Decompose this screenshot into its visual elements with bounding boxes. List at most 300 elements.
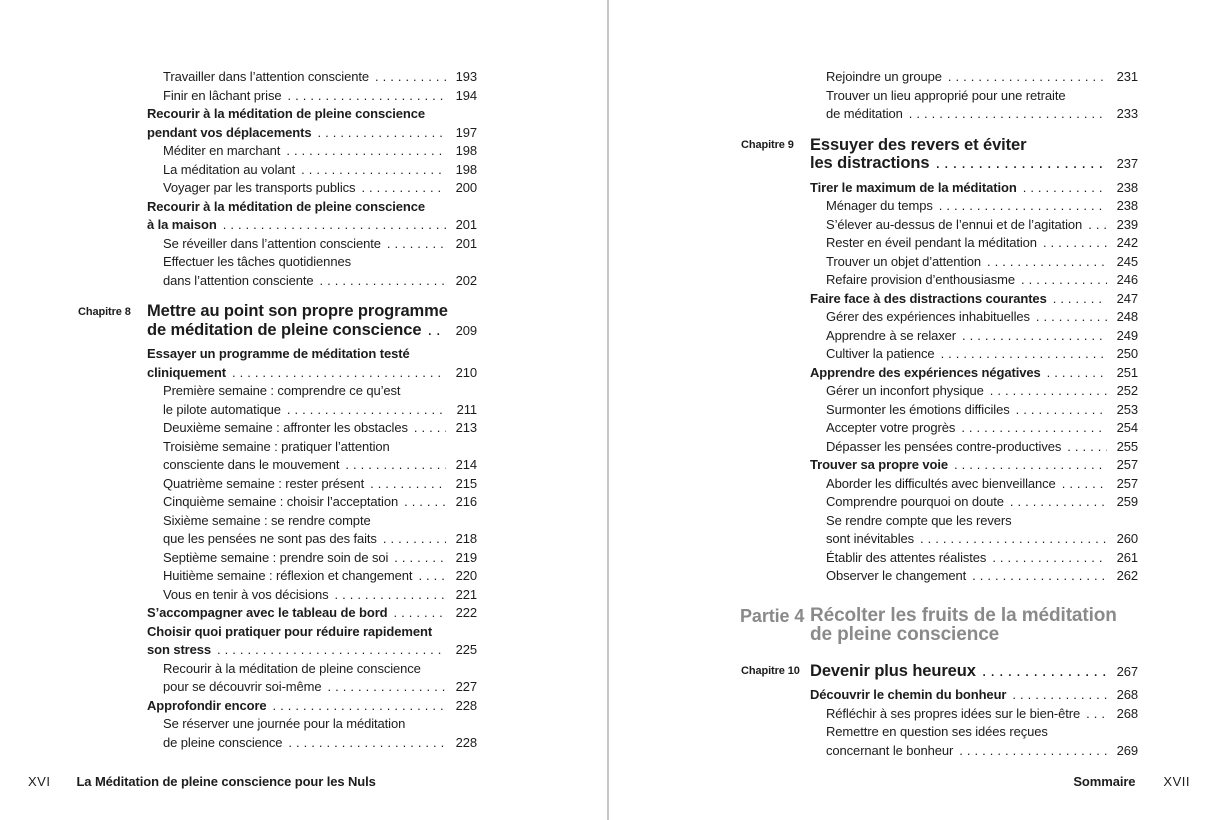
- toc-page-number: 246: [1116, 272, 1138, 287]
- dot-leader: [345, 456, 446, 475]
- toc-entry-text: Accepter votre progrès: [826, 420, 956, 435]
- toc-page-number: 201: [455, 235, 477, 251]
- toc-page-number: 269: [1116, 742, 1138, 758]
- toc-chapter: [78, 302, 477, 340]
- toc-line-with-page: [826, 438, 1138, 457]
- toc-entry: [810, 364, 1138, 383]
- toc-entry-text: Deuxième semaine : affronter les obstacles: [163, 420, 408, 435]
- toc-entry: [147, 87, 477, 106]
- toc-left-column: [78, 68, 477, 752]
- toc-entry: [147, 253, 477, 290]
- toc-page-number: 247: [1116, 290, 1138, 306]
- toc-line-with-page: [163, 734, 477, 753]
- toc-page-number: 253: [1116, 401, 1138, 417]
- toc-page-number: 238: [1116, 198, 1138, 213]
- dot-leader: [361, 179, 446, 198]
- toc-entry-text: Refaire provision d’enthousiasme: [826, 272, 1016, 287]
- dot-leader: [286, 142, 446, 161]
- toc-entry-text: Septième semaine : prendre soin de soi: [163, 549, 389, 565]
- toc-line-with-page: [826, 234, 1138, 253]
- dot-leader: [1023, 179, 1107, 198]
- dot-leader: [383, 530, 446, 549]
- toc-line: [147, 345, 477, 364]
- page-right: [609, 0, 1216, 820]
- toc-entry-text: Gérer des expériences inhabituelles: [826, 309, 1030, 324]
- toc-page-number: 228: [455, 734, 477, 750]
- toc-page-number: 214: [455, 457, 477, 472]
- dot-leader: [317, 124, 446, 143]
- toc-line-with-page: [826, 327, 1138, 346]
- toc-page-number: 200: [455, 180, 477, 195]
- toc-entry: [810, 382, 1138, 401]
- dot-leader: [287, 401, 446, 420]
- toc-line-with-page: [826, 475, 1138, 494]
- toc-entry: [147, 68, 477, 87]
- toc-entry-text: Cinquième semaine : choisir l’acceptation: [163, 494, 399, 509]
- toc-entry: [810, 253, 1138, 272]
- toc-line-with-page: [826, 382, 1138, 401]
- toc-entry-text: Faire face à des distractions courantes: [810, 290, 1047, 306]
- toc-entry-text: Se réserver une journée pour la méditation: [163, 716, 406, 731]
- toc-entry: [810, 290, 1138, 309]
- toc-entry: [147, 198, 477, 235]
- dot-leader: [370, 475, 446, 494]
- toc-page-number: 193: [455, 69, 477, 84]
- toc-line: [826, 723, 1138, 742]
- toc-page-number: 198: [455, 143, 477, 158]
- dot-leader: [301, 161, 446, 180]
- toc-line-with-page: [826, 742, 1138, 761]
- toc-page-number: 194: [455, 87, 477, 103]
- dot-leader: [217, 641, 446, 660]
- dot-leader: [334, 586, 446, 605]
- dot-leader: [287, 87, 446, 106]
- toc-line-with-page: [810, 290, 1138, 309]
- toc-line-with-page: [147, 697, 477, 716]
- toc-line: [147, 105, 477, 124]
- page-left: [0, 0, 607, 820]
- toc-entry: [810, 723, 1138, 760]
- toc-page-number: 210: [455, 364, 477, 380]
- toc-line-with-page: [826, 567, 1138, 586]
- chapter-label: Chapitre 10: [741, 665, 800, 677]
- toc-chapter: [741, 661, 1138, 682]
- toc-entry-text: Mettre au point son propre programme: [147, 302, 448, 320]
- toc-entry: [810, 327, 1138, 346]
- dot-leader: [375, 68, 446, 87]
- toc-entry: [147, 382, 477, 419]
- dot-leader: [1016, 401, 1107, 420]
- toc-entry-text: Essuyer des revers et éviter: [810, 135, 1027, 154]
- toc-page-number: 267: [1116, 663, 1138, 679]
- toc-entry: [147, 179, 477, 198]
- toc-entry: [147, 475, 477, 494]
- toc-entry-text: Rester en éveil pendant la méditation: [826, 235, 1037, 250]
- dot-leader: [404, 493, 446, 512]
- toc-line: [163, 253, 477, 272]
- dot-leader: [273, 697, 446, 716]
- toc-line: [826, 87, 1138, 106]
- toc-line-with-page: [826, 493, 1138, 512]
- dot-leader: [959, 742, 1107, 761]
- toc-entry: [147, 419, 477, 438]
- toc-page-number: 213: [455, 420, 477, 435]
- toc-entry-text: cliniquement: [147, 364, 226, 380]
- toc-entry-text: Quatrième semaine : rester présent: [163, 475, 365, 491]
- toc-line-with-page: [826, 401, 1138, 420]
- toc-line-with-page: [163, 68, 477, 87]
- dot-leader: [992, 549, 1107, 568]
- toc-line-with-page: [826, 271, 1138, 290]
- page-folio: XVI: [28, 774, 51, 789]
- toc-entry: [147, 715, 477, 752]
- toc-page-number: 219: [455, 549, 477, 565]
- toc-line-with-page: [163, 456, 477, 475]
- toc-entry-text: Dépasser les pensées contre-productives: [826, 438, 1062, 454]
- toc-line-with-page: [826, 253, 1138, 272]
- toc-entry: [810, 216, 1138, 235]
- dot-leader: [1088, 216, 1107, 235]
- toc-page-number: 252: [1116, 383, 1138, 398]
- toc-entry: [810, 345, 1138, 364]
- toc-entry: [810, 308, 1138, 327]
- dot-leader: [987, 253, 1107, 272]
- toc-entry: [810, 271, 1138, 290]
- toc-entry: [810, 87, 1138, 124]
- toc-entry: [810, 456, 1138, 475]
- toc-entry-text: S’élever au-dessus de l’ennui et de l’agitation: [826, 216, 1083, 232]
- dot-leader: [948, 68, 1107, 87]
- toc-entry: [810, 475, 1138, 494]
- dot-leader: [1012, 686, 1107, 705]
- toc-line-with-page: [810, 686, 1138, 705]
- toc-line-with-page: [147, 604, 477, 623]
- toc-page-number: 239: [1116, 216, 1138, 232]
- chapter-label: Chapitre 8: [78, 305, 131, 318]
- toc-entry-text: Devenir plus heureux: [810, 661, 976, 680]
- toc-entry-text: Se réveiller dans l’attention consciente: [163, 235, 381, 251]
- toc-entry-text: Surmonter les émotions difficiles: [826, 401, 1010, 417]
- toc-entry-text: concernant le bonheur: [826, 742, 954, 758]
- toc-right-column: [740, 68, 1138, 760]
- toc-entry-text: Tirer le maximum de la méditation: [810, 179, 1017, 195]
- dot-leader: [954, 456, 1107, 475]
- toc-line: [163, 715, 477, 734]
- dot-leader: [414, 419, 446, 438]
- toc-entry-text: Finir en lâchant prise: [163, 87, 282, 103]
- toc-line-with-page: [163, 161, 477, 180]
- toc-line-with-page: [826, 308, 1138, 327]
- toc-entry: [147, 142, 477, 161]
- toc-line-with-page: [826, 549, 1138, 568]
- toc-entry: [810, 438, 1138, 457]
- toc-page-number: 197: [455, 124, 477, 140]
- dot-leader: [935, 154, 1107, 173]
- toc-entry-text: Réfléchir à ses propres idées sur le bien-être: [826, 705, 1081, 721]
- toc-entry-text: pendant vos déplacements: [147, 124, 312, 140]
- toc-entry-text: Rejoindre un groupe: [826, 69, 942, 84]
- toc-page-number: 245: [1116, 253, 1138, 269]
- toc-line-with-page: [810, 662, 1138, 682]
- dot-leader: [394, 604, 446, 623]
- toc-entry: [810, 686, 1138, 705]
- toc-page-number: 221: [455, 586, 477, 602]
- toc-entry: [147, 549, 477, 568]
- toc-part-heading: [740, 604, 1138, 645]
- toc-page-number: 242: [1116, 235, 1138, 250]
- toc-page-number: 261: [1116, 549, 1138, 565]
- toc-page-number: 248: [1116, 309, 1138, 324]
- dot-leader: [328, 678, 446, 697]
- toc-line-with-page: [826, 705, 1138, 724]
- toc-entry-text: le pilote automatique: [163, 401, 281, 417]
- toc-page-number: 202: [455, 272, 477, 288]
- dot-leader: [1047, 364, 1107, 383]
- toc-line-with-page: [810, 364, 1138, 383]
- chapter-label: Chapitre 9: [741, 139, 794, 151]
- toc-entry-text: Trouver sa propre voie: [810, 457, 948, 472]
- toc-entry-text: Recourir à la méditation de pleine conscience: [163, 660, 421, 676]
- toc-line-with-page: [163, 272, 477, 291]
- toc-page-number: 251: [1116, 364, 1138, 380]
- toc-line-with-page: [826, 345, 1138, 364]
- toc-entry: [147, 567, 477, 586]
- toc-entry-text: les distractions: [810, 154, 930, 172]
- book-title-footer: La Méditation de pleine conscience pour les Nuls: [76, 774, 376, 789]
- toc-page-number: 260: [1116, 531, 1138, 546]
- dot-leader: [941, 345, 1107, 364]
- toc-entry-text: S’accompagner avec le tableau de bord: [147, 605, 388, 620]
- dot-leader: [920, 530, 1107, 549]
- toc-page-number: 237: [1116, 156, 1138, 171]
- part-label: Partie 4: [740, 605, 805, 626]
- toc-entry-text: Trouver un objet d’attention: [826, 253, 981, 269]
- toc-entry: [147, 345, 477, 382]
- dot-leader: [223, 216, 446, 235]
- toc-entry: [810, 234, 1138, 253]
- toc-entry-text: Cultiver la patience: [826, 346, 935, 361]
- toc-entry-text: Sixième semaine : se rendre compte: [163, 512, 371, 528]
- toc-line: [163, 660, 477, 679]
- toc-page-number: 198: [455, 161, 477, 177]
- toc-line-with-page: [147, 321, 477, 341]
- toc-line-with-page: [147, 641, 477, 660]
- dot-leader: [1086, 705, 1107, 724]
- toc-line-with-page: [826, 419, 1138, 438]
- toc-entry-text: pour se découvrir soi-même: [163, 679, 322, 694]
- toc-entry: [810, 549, 1138, 568]
- toc-entry-text: Découvrir le chemin du bonheur: [810, 687, 1007, 702]
- toc-line: [163, 382, 477, 401]
- dot-leader: [232, 364, 446, 383]
- toc-chapter: [741, 135, 1138, 174]
- toc-line-with-page: [826, 197, 1138, 216]
- toc-entry: [147, 512, 477, 549]
- dot-leader: [320, 272, 446, 291]
- toc-page-number: 211: [456, 401, 477, 417]
- toc-entry: [147, 586, 477, 605]
- toc-entry-text: son stress: [147, 642, 212, 657]
- toc-entry: [147, 438, 477, 475]
- toc-entry-text: Apprendre des expériences négatives: [810, 364, 1041, 380]
- toc-entry-text: Méditer en marchant: [163, 143, 281, 158]
- toc-entry-text: Vous en tenir à vos décisions: [163, 586, 329, 602]
- toc-line-with-page: [826, 530, 1138, 549]
- toc-entry-text: sont inévitables: [826, 531, 915, 546]
- toc-line: [826, 512, 1138, 531]
- toc-line: [810, 625, 1138, 645]
- toc-line-with-page: [810, 154, 1138, 174]
- toc-entry-text: Travailler dans l’attention consciente: [163, 69, 369, 84]
- toc-entry: [810, 419, 1138, 438]
- toc-line-with-page: [147, 216, 477, 235]
- toc-line-with-page: [163, 678, 477, 697]
- dot-leader: [394, 549, 446, 568]
- toc-entry: [147, 161, 477, 180]
- toc-entry-text: Effectuer les tâches quotidiennes: [163, 254, 351, 269]
- toc-entry-text: de pleine conscience: [810, 624, 1000, 645]
- toc-line: [163, 512, 477, 531]
- toc-line-with-page: [163, 142, 477, 161]
- toc-entry: [147, 660, 477, 697]
- toc-entry-text: de méditation: [826, 106, 903, 121]
- toc-entry: [810, 197, 1138, 216]
- toc-page-number: 220: [455, 568, 477, 583]
- dot-leader: [990, 382, 1107, 401]
- dot-leader: [982, 662, 1107, 681]
- toc-page-number: 233: [1116, 106, 1138, 121]
- toc-entry: [810, 567, 1138, 586]
- dot-leader: [1036, 308, 1107, 327]
- dot-leader: [427, 321, 446, 340]
- toc-page-number: 225: [455, 642, 477, 657]
- toc-entry-text: que les pensées ne sont pas des faits: [163, 531, 377, 546]
- toc-page-number: 254: [1116, 420, 1138, 435]
- toc-line-with-page: [147, 124, 477, 143]
- dot-leader: [972, 567, 1107, 586]
- toc-entry-text: de méditation de pleine conscience: [147, 320, 422, 339]
- toc-line-with-page: [163, 179, 477, 198]
- toc-entry-text: Choisir quoi pratiquer pour réduire rapidement: [147, 623, 433, 639]
- toc-entry: [147, 105, 477, 142]
- toc-entry-text: de pleine conscience: [163, 734, 283, 750]
- toc-line-with-page: [810, 179, 1138, 198]
- toc-page-number: 222: [455, 605, 477, 620]
- toc-entry-text: Récolter les fruits de la méditation: [810, 604, 1117, 626]
- toc-page-number: 255: [1116, 438, 1138, 454]
- toc-line: [147, 302, 477, 321]
- toc-entry: [810, 68, 1138, 87]
- toc-entry-text: Comprendre pourquoi on doute: [826, 494, 1004, 509]
- dot-leader: [1021, 271, 1107, 290]
- toc-line-with-page: [163, 567, 477, 586]
- dot-leader: [1062, 475, 1107, 494]
- footer-right: [1073, 774, 1190, 789]
- toc-entry: [810, 512, 1138, 549]
- footer-left: [28, 774, 376, 789]
- toc-line: [147, 198, 477, 217]
- toc-line-with-page: [147, 364, 477, 383]
- toc-entry-text: Aborder les difficultés avec bienveillance: [826, 475, 1056, 491]
- toc-page-number: 250: [1116, 346, 1138, 361]
- toc-line-with-page: [810, 456, 1138, 475]
- toc-page-number: 209: [455, 322, 477, 338]
- toc-entry: [147, 697, 477, 716]
- toc-page-number: 227: [455, 679, 477, 694]
- toc-page-number: 249: [1116, 327, 1138, 343]
- toc-entry-text: Ménager du temps: [826, 198, 933, 213]
- toc-entry-text: Première semaine : comprendre ce qu’est: [163, 383, 401, 398]
- toc-entry: [147, 493, 477, 512]
- dot-leader: [962, 327, 1107, 346]
- toc-page-number: 262: [1116, 568, 1138, 583]
- toc-entry-text: Huitième semaine : réflexion et changement: [163, 568, 413, 583]
- toc-line-with-page: [163, 493, 477, 512]
- dot-leader: [1043, 234, 1107, 253]
- toc-line-with-page: [826, 105, 1138, 124]
- toc-page-number: 259: [1116, 494, 1138, 509]
- toc-line-with-page: [163, 401, 477, 420]
- dot-leader: [288, 734, 446, 753]
- toc-entry: [810, 401, 1138, 420]
- toc-page-number: 238: [1116, 179, 1138, 195]
- toc-entry-text: Se rendre compte que les revers: [826, 512, 1012, 528]
- toc-entry-text: Approfondir encore: [147, 697, 267, 713]
- toc-entry: [810, 179, 1138, 198]
- toc-entry-text: Remettre en question ses idées reçues: [826, 724, 1048, 739]
- dot-leader: [961, 419, 1107, 438]
- toc-page-number: 215: [455, 475, 477, 491]
- toc-page-number: 257: [1116, 457, 1138, 472]
- toc-entry-text: La méditation au volant: [163, 161, 296, 177]
- toc-entry-text: Gérer un inconfort physique: [826, 383, 984, 398]
- toc-entry-text: Essayer un programme de méditation testé: [147, 346, 410, 361]
- toc-entry: [810, 493, 1138, 512]
- toc-entry-text: Observer le changement: [826, 568, 967, 583]
- page-folio: XVII: [1163, 774, 1190, 789]
- toc-page-number: 228: [455, 697, 477, 713]
- dot-leader: [1010, 493, 1107, 512]
- toc-page-number: 257: [1116, 475, 1138, 491]
- toc-entry-text: Recourir à la méditation de pleine conscience: [147, 198, 425, 214]
- toc-page-number: 201: [455, 217, 477, 232]
- toc-line-with-page: [163, 87, 477, 106]
- toc-entry-text: Apprendre à se relaxer: [826, 327, 957, 343]
- dot-leader: [387, 235, 446, 254]
- toc-line-with-page: [163, 586, 477, 605]
- section-title-footer: Sommaire: [1073, 774, 1136, 789]
- dot-leader: [909, 105, 1107, 124]
- toc-line: [810, 136, 1138, 155]
- toc-line-with-page: [826, 68, 1138, 87]
- toc-entry-text: à la maison: [147, 217, 217, 232]
- toc-entry-text: Trouver un lieu approprié pour une retraite: [826, 87, 1066, 103]
- toc-entry-text: dans l’attention consciente: [163, 272, 314, 288]
- toc-page-number: 231: [1116, 69, 1138, 84]
- toc-entry-text: Établir des attentes réalistes: [826, 549, 987, 565]
- toc-entry-text: Recourir à la méditation de pleine conscience: [147, 106, 425, 121]
- toc-entry-text: consciente dans le mouvement: [163, 457, 340, 472]
- toc-line: [810, 606, 1138, 626]
- toc-page-number: 216: [455, 494, 477, 509]
- toc-line: [163, 438, 477, 457]
- toc-line-with-page: [826, 216, 1138, 235]
- toc-line-with-page: [163, 530, 477, 549]
- toc-entry-text: Voyager par les transports publics: [163, 180, 356, 195]
- dot-leader: [939, 197, 1107, 216]
- toc-line-with-page: [163, 549, 477, 568]
- dot-leader: [1053, 290, 1107, 309]
